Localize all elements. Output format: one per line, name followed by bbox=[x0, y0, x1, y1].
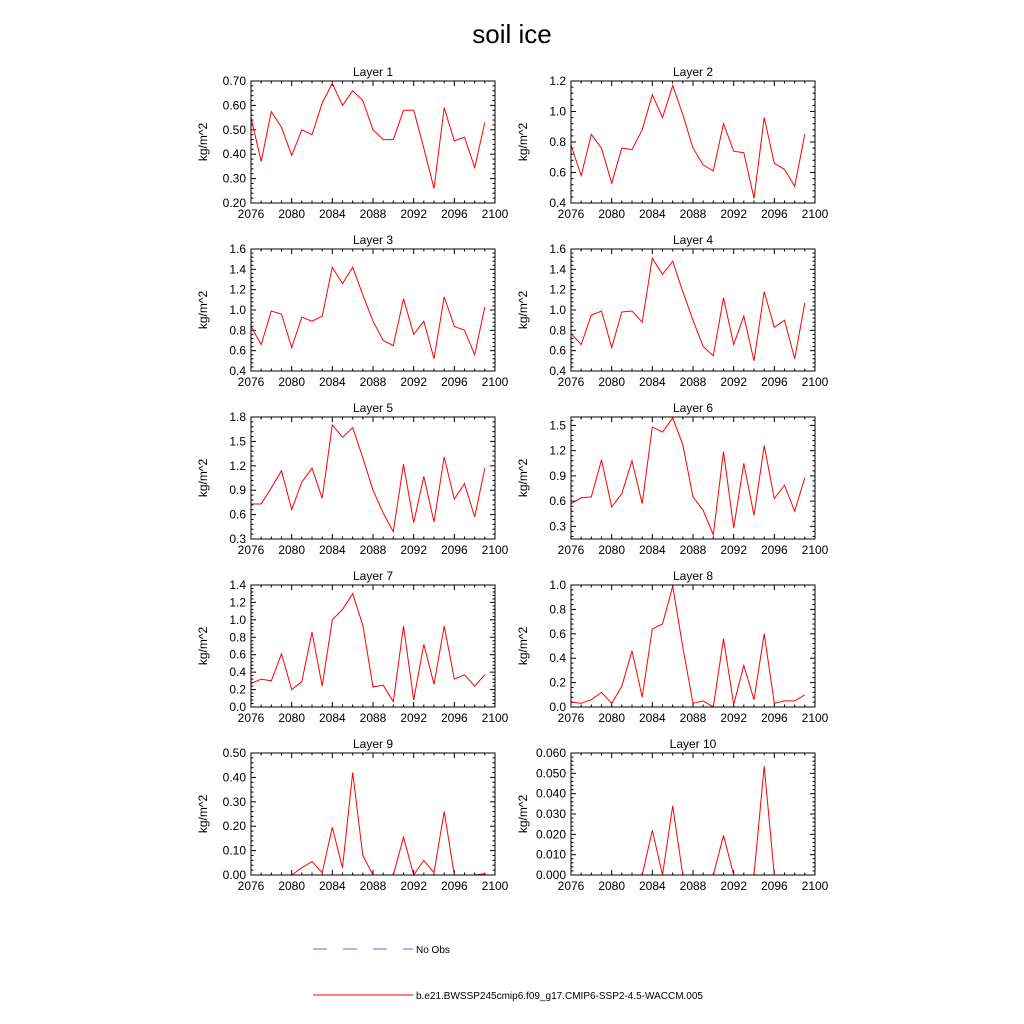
y-tick-label: 1.6 bbox=[549, 242, 566, 256]
panels bbox=[196, 65, 829, 893]
x-tick-label: 2092 bbox=[720, 375, 748, 389]
x-tick-label: 2084 bbox=[638, 711, 666, 725]
y-tick-label: 0.8 bbox=[229, 630, 246, 645]
series-line-layer-4 bbox=[571, 258, 805, 361]
x-tick-label: 2080 bbox=[278, 207, 306, 221]
y-tick-label: 0.50 bbox=[222, 122, 246, 137]
x-tick-label: 2076 bbox=[237, 879, 265, 893]
legend-obs-label: No Obs bbox=[416, 945, 450, 956]
y-tick-label: 0.30 bbox=[222, 794, 246, 809]
x-tick-label: 2084 bbox=[638, 375, 666, 389]
y-tick-label: 1.2 bbox=[549, 74, 566, 88]
legend-model-label: b.e21.BWSSP245cmip6.f09_g17.CMIP6-SSP2-4.5-WACCM.005 bbox=[416, 991, 703, 1002]
y-tick-label: 1.4 bbox=[549, 262, 566, 277]
x-tick-label: 2100 bbox=[801, 711, 829, 725]
x-tick-label: 2076 bbox=[557, 543, 585, 557]
x-tick-label: 2084 bbox=[318, 207, 346, 221]
panel-title-layer-5: Layer 5 bbox=[352, 401, 394, 415]
y-tick-label: 0.20 bbox=[222, 196, 246, 210]
x-tick-label: 2092 bbox=[720, 543, 748, 557]
x-tick-label: 2088 bbox=[679, 711, 707, 725]
x-tick-label: 2096 bbox=[440, 375, 468, 389]
y-tick-label: 1.2 bbox=[229, 595, 246, 610]
y-tick-label: 0.0 bbox=[549, 700, 566, 714]
plot-frame bbox=[571, 585, 815, 707]
y-tick-label: 1.2 bbox=[229, 282, 246, 297]
series-line-layer-5 bbox=[251, 425, 485, 532]
plot-frame bbox=[251, 417, 495, 539]
y-axis-label: kg/m^2 bbox=[196, 122, 210, 162]
y-axis-label: kg/m^2 bbox=[516, 626, 530, 666]
x-tick-label: 2080 bbox=[278, 711, 306, 725]
y-tick-label: 0.6 bbox=[229, 647, 246, 662]
x-tick-label: 2076 bbox=[557, 879, 585, 893]
y-axis-label: kg/m^2 bbox=[516, 794, 530, 834]
panel-title-layer-3: Layer 3 bbox=[352, 233, 394, 247]
x-tick-label: 2084 bbox=[318, 543, 346, 557]
y-tick-label: 1.0 bbox=[229, 303, 246, 317]
x-tick-label: 2080 bbox=[278, 879, 306, 893]
x-tick-label: 2096 bbox=[760, 207, 788, 221]
y-tick-label: 0.6 bbox=[229, 507, 246, 522]
x-tick-label: 2088 bbox=[679, 543, 707, 557]
x-tick-label: 2080 bbox=[278, 375, 306, 389]
series-line-layer-2 bbox=[571, 86, 805, 199]
panel-layer-5 bbox=[196, 401, 509, 557]
y-tick-label: 0.4 bbox=[229, 665, 246, 680]
y-tick-label: 0.6 bbox=[549, 343, 566, 358]
x-tick-label: 2092 bbox=[720, 711, 748, 725]
x-tick-label: 2084 bbox=[638, 207, 666, 221]
x-tick-label: 2100 bbox=[481, 711, 509, 725]
plot-frame bbox=[571, 81, 815, 203]
y-tick-label: 0.4 bbox=[549, 196, 566, 210]
y-tick-label: 1.2 bbox=[229, 458, 246, 473]
y-tick-label: 0.010 bbox=[535, 847, 566, 862]
x-tick-label: 2076 bbox=[237, 711, 265, 725]
y-tick-label: 0.3 bbox=[229, 532, 246, 546]
x-tick-label: 2092 bbox=[400, 207, 428, 221]
y-axis-label: kg/m^2 bbox=[196, 290, 210, 330]
y-axis-label: kg/m^2 bbox=[516, 122, 530, 162]
y-tick-label: 0.60 bbox=[222, 98, 246, 113]
x-tick-label: 2092 bbox=[400, 711, 428, 725]
y-tick-label: 0.050 bbox=[535, 766, 566, 781]
y-tick-label: 1.0 bbox=[549, 578, 566, 592]
y-tick-label: 0.9 bbox=[549, 468, 566, 483]
y-tick-label: 0.060 bbox=[535, 746, 566, 760]
x-tick-label: 2088 bbox=[679, 879, 707, 893]
x-tick-label: 2080 bbox=[598, 711, 626, 725]
panel-title-layer-1: Layer 1 bbox=[352, 65, 394, 79]
y-tick-label: 0.000 bbox=[535, 868, 566, 882]
x-tick-label: 2096 bbox=[760, 543, 788, 557]
y-tick-label: 1.2 bbox=[549, 282, 566, 297]
panel-layer-2 bbox=[516, 65, 829, 221]
y-tick-label: 0.3 bbox=[549, 519, 566, 534]
y-axis-label: kg/m^2 bbox=[196, 794, 210, 834]
y-tick-label: 0.030 bbox=[535, 807, 566, 821]
series-line-layer-9 bbox=[251, 773, 485, 876]
x-tick-label: 2096 bbox=[760, 375, 788, 389]
plot-frame bbox=[251, 585, 495, 707]
x-tick-label: 2084 bbox=[638, 543, 666, 557]
y-tick-label: 0.50 bbox=[222, 746, 246, 760]
x-tick-label: 2096 bbox=[760, 879, 788, 893]
x-tick-label: 2076 bbox=[237, 375, 265, 389]
y-tick-label: 0.4 bbox=[229, 364, 246, 378]
y-tick-label: 0.00 bbox=[222, 868, 246, 882]
x-tick-label: 2084 bbox=[638, 879, 666, 893]
legend bbox=[313, 945, 703, 1002]
panel-title-layer-2: Layer 2 bbox=[672, 65, 714, 79]
x-tick-label: 2076 bbox=[557, 375, 585, 389]
x-tick-label: 2084 bbox=[318, 711, 346, 725]
panel-layer-6 bbox=[516, 401, 829, 557]
x-tick-label: 2076 bbox=[557, 207, 585, 221]
x-tick-label: 2092 bbox=[720, 879, 748, 893]
y-tick-label: 1.4 bbox=[229, 262, 246, 277]
x-tick-label: 2100 bbox=[801, 879, 829, 893]
y-tick-label: 0.70 bbox=[222, 74, 246, 88]
panel-title-layer-9: Layer 9 bbox=[352, 737, 394, 751]
plot-frame bbox=[571, 753, 815, 875]
x-tick-label: 2080 bbox=[598, 543, 626, 557]
series-line-layer-1 bbox=[251, 83, 485, 188]
panel-layer-10 bbox=[516, 737, 829, 893]
y-tick-label: 0.0 bbox=[229, 700, 246, 714]
x-tick-label: 2100 bbox=[801, 375, 829, 389]
y-tick-label: 1.0 bbox=[549, 104, 566, 119]
panel-layer-3 bbox=[196, 233, 509, 389]
x-tick-label: 2088 bbox=[359, 375, 387, 389]
panel-title-layer-6: Layer 6 bbox=[672, 401, 714, 415]
y-tick-label: 0.8 bbox=[549, 135, 566, 149]
y-tick-label: 1.0 bbox=[549, 303, 566, 317]
y-tick-label: 1.5 bbox=[549, 418, 566, 433]
y-tick-label: 1.4 bbox=[229, 578, 246, 592]
x-tick-label: 2096 bbox=[760, 711, 788, 725]
x-tick-label: 2100 bbox=[801, 207, 829, 221]
x-tick-label: 2100 bbox=[481, 879, 509, 893]
x-tick-label: 2096 bbox=[440, 207, 468, 221]
y-axis-label: kg/m^2 bbox=[196, 626, 210, 666]
series-line-layer-7 bbox=[251, 594, 485, 702]
y-tick-label: 1.6 bbox=[229, 242, 246, 256]
x-tick-label: 2096 bbox=[440, 543, 468, 557]
x-tick-label: 2080 bbox=[278, 543, 306, 557]
plot-frame bbox=[571, 417, 815, 539]
y-tick-label: 1.2 bbox=[549, 443, 566, 458]
y-tick-label: 1.5 bbox=[229, 434, 246, 449]
x-tick-label: 2096 bbox=[440, 711, 468, 725]
y-tick-label: 0.6 bbox=[549, 494, 566, 509]
panel-layer-1 bbox=[196, 65, 509, 221]
x-tick-label: 2076 bbox=[237, 543, 265, 557]
y-tick-label: 0.2 bbox=[229, 682, 246, 697]
x-tick-label: 2100 bbox=[481, 207, 509, 221]
x-tick-label: 2080 bbox=[598, 207, 626, 221]
x-tick-label: 2092 bbox=[400, 543, 428, 557]
y-tick-label: 0.9 bbox=[229, 483, 246, 498]
y-tick-label: 0.6 bbox=[229, 343, 246, 358]
x-tick-label: 2100 bbox=[801, 543, 829, 557]
x-tick-label: 2100 bbox=[481, 375, 509, 389]
panel-layer-8 bbox=[516, 569, 829, 725]
x-tick-label: 2088 bbox=[359, 711, 387, 725]
plot-frame bbox=[251, 81, 495, 203]
panel-title-layer-7: Layer 7 bbox=[352, 569, 394, 583]
x-tick-label: 2092 bbox=[400, 375, 428, 389]
y-tick-label: 1.0 bbox=[229, 612, 246, 627]
y-tick-label: 1.8 bbox=[229, 410, 246, 424]
panel-layer-4 bbox=[516, 233, 829, 389]
y-tick-label: 0.2 bbox=[549, 675, 566, 690]
y-tick-label: 0.4 bbox=[549, 651, 566, 666]
y-tick-label: 0.40 bbox=[222, 147, 246, 162]
y-tick-label: 0.40 bbox=[222, 770, 246, 785]
panel-title-layer-4: Layer 4 bbox=[672, 233, 714, 247]
x-tick-label: 2088 bbox=[679, 207, 707, 221]
panel-layer-9 bbox=[196, 737, 509, 893]
figure-title: soil ice bbox=[472, 19, 552, 49]
y-axis-label: kg/m^2 bbox=[516, 458, 530, 498]
panel-title-layer-8: Layer 8 bbox=[672, 569, 714, 583]
y-axis-label: kg/m^2 bbox=[516, 290, 530, 330]
x-tick-label: 2080 bbox=[598, 375, 626, 389]
y-tick-label: 0.6 bbox=[549, 626, 566, 641]
y-tick-label: 0.4 bbox=[549, 364, 566, 378]
x-tick-label: 2076 bbox=[557, 711, 585, 725]
x-tick-label: 2076 bbox=[237, 207, 265, 221]
y-tick-label: 0.10 bbox=[222, 843, 246, 858]
x-tick-label: 2084 bbox=[318, 879, 346, 893]
x-tick-label: 2088 bbox=[359, 879, 387, 893]
plot-frame bbox=[571, 249, 815, 371]
x-tick-label: 2088 bbox=[679, 375, 707, 389]
y-tick-label: 0.8 bbox=[229, 323, 246, 338]
y-tick-label: 0.8 bbox=[549, 602, 566, 617]
series-line-layer-6 bbox=[571, 418, 805, 535]
series-line-layer-3 bbox=[251, 267, 485, 359]
x-tick-label: 2084 bbox=[318, 375, 346, 389]
x-tick-label: 2096 bbox=[440, 879, 468, 893]
y-tick-label: 0.30 bbox=[222, 171, 246, 186]
plot-frame bbox=[251, 249, 495, 371]
y-tick-label: 0.040 bbox=[535, 786, 566, 801]
series-line-layer-8 bbox=[571, 586, 805, 707]
x-tick-label: 2088 bbox=[359, 207, 387, 221]
x-tick-label: 2100 bbox=[481, 543, 509, 557]
y-tick-label: 0.6 bbox=[549, 165, 566, 180]
y-axis-label: kg/m^2 bbox=[196, 458, 210, 498]
y-tick-label: 0.8 bbox=[549, 323, 566, 338]
plot-frame bbox=[251, 753, 495, 875]
x-tick-label: 2080 bbox=[598, 879, 626, 893]
series-line-layer-10 bbox=[571, 766, 805, 875]
x-tick-label: 2092 bbox=[720, 207, 748, 221]
panel-title-layer-10: Layer 10 bbox=[669, 737, 717, 751]
panel-layer-7 bbox=[196, 569, 509, 725]
y-tick-label: 0.20 bbox=[222, 819, 246, 834]
y-tick-label: 0.020 bbox=[535, 827, 566, 842]
x-tick-label: 2092 bbox=[400, 879, 428, 893]
x-tick-label: 2088 bbox=[359, 543, 387, 557]
